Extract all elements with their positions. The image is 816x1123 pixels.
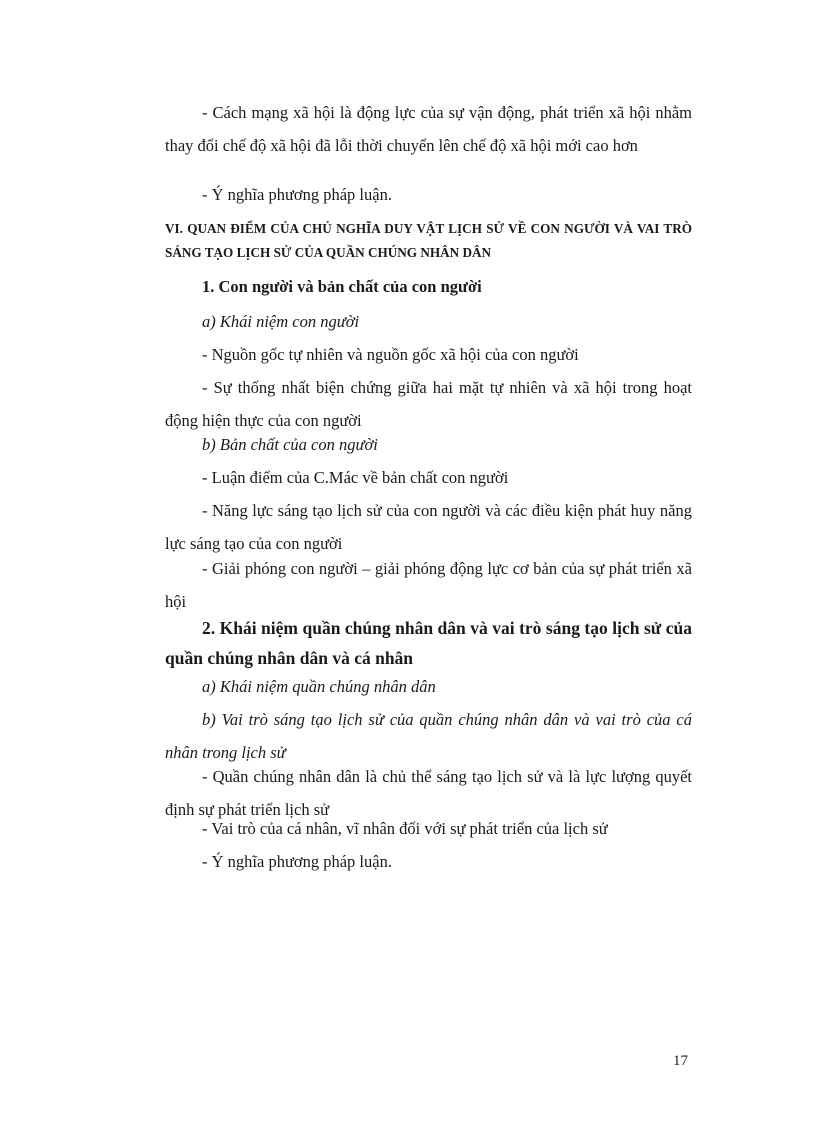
subheading-masses-concept: a) Khái niệm quần chúng nhân dân (202, 677, 436, 696)
list-item: - Quần chúng nhân dân là chủ thể sáng tạo lịch sử và là lực lượng quyết định sự phát triển lịch sử (165, 767, 692, 819)
heading-human-nature: 1. Con người và bản chất của con người (202, 277, 482, 296)
list-item: - Giải phóng con người – giải phóng động lực cơ bản của sự phát triển xã hội (165, 559, 692, 611)
list-item: - Luận điểm của C.Mác về bản chất con người (202, 468, 509, 487)
list-item: - Vai trò của cá nhân, vĩ nhân đối với sự phát triển của lịch sử (202, 819, 608, 838)
list-item: - Ý nghĩa phương pháp luận. (202, 852, 392, 871)
paragraph-social-revolution: - Cách mạng xã hội là động lực của sự vận động, phát triển xã hội nhằm thay đổi chế độ xã hội đã lỗi thời chuyển lên chế độ xã hội mới cao hơn (165, 103, 692, 155)
list-item: - Năng lực sáng tạo lịch sử của con người và các điều kiện phát huy năng lực sáng tạo của con người (165, 501, 692, 553)
page-number: 17 (673, 1053, 688, 1069)
subheading-human-essence: b) Bản chất của con người (202, 435, 378, 454)
list-item: - Nguồn gốc tự nhiên và nguồn gốc xã hội của con người (202, 345, 579, 364)
paragraph-methodology-1: - Ý nghĩa phương pháp luận. (202, 185, 392, 204)
section-title: VI. QUAN ĐIỂM CỦA CHỦ NGHĨA DUY VẬT LỊCH SỬ VỀ CON NGƯỜI VÀ VAI TRÒ SÁNG TẠO LỊCH SỬ CỦA QUẦN CHÚNG NHÂN DÂN (165, 221, 692, 260)
list-item: - Sự thống nhất biện chứng giữa hai mặt tự nhiên và xã hội trong hoạt động hiện thực của con người (165, 378, 692, 430)
subheading-masses-role: b) Vai trò sáng tạo lịch sử của quần chúng nhân dân và vai trò của cá nhân trong lịch sử (165, 710, 692, 762)
subheading-human-concept: a) Khái niệm con người (202, 312, 360, 331)
heading-masses: 2. Khái niệm quần chúng nhân dân và vai trò sáng tạo lịch sử của quần chúng nhân dân và cá nhân (165, 618, 692, 668)
